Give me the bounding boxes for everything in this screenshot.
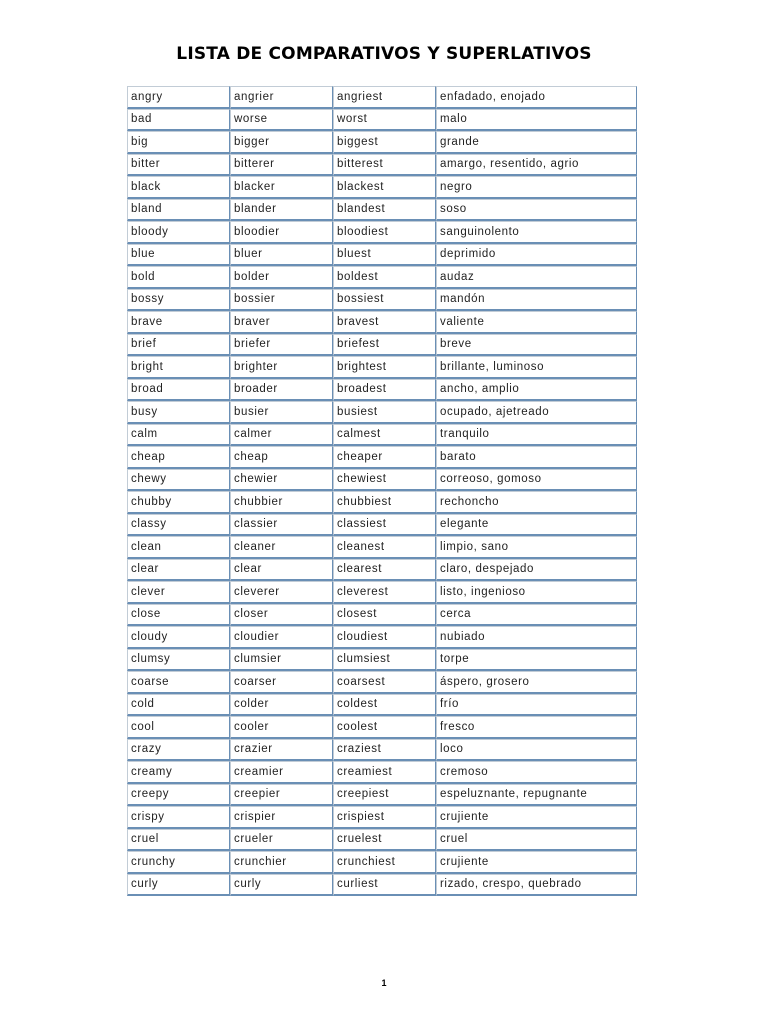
comparative-cell: colder <box>230 694 333 717</box>
table-row <box>127 604 637 627</box>
adjective-cell: broad <box>127 379 230 402</box>
superlative-cell: craziest <box>333 739 436 762</box>
adjective-cell: creamy <box>127 761 230 784</box>
comparative-cell: briefer <box>230 334 333 357</box>
table-row <box>127 626 637 649</box>
comparative-cell: blacker <box>230 176 333 199</box>
adjective-cell: crazy <box>127 739 230 762</box>
superlative-cell: bossiest <box>333 289 436 312</box>
adjective-cell: cruel <box>127 829 230 852</box>
adjective-cell: coarse <box>127 671 230 694</box>
translation-cell: correoso, gomoso <box>436 469 637 492</box>
adjective-cell: cheap <box>127 446 230 469</box>
translation-cell: áspero, grosero <box>436 671 637 694</box>
superlative-cell: cloudiest <box>333 626 436 649</box>
adjective-cell: bright <box>127 356 230 379</box>
table-row <box>127 851 637 874</box>
adjective-cell: creepy <box>127 784 230 807</box>
translation-cell: audaz <box>436 266 637 289</box>
table-row <box>127 154 637 177</box>
table-row <box>127 446 637 469</box>
adjective-cell: bitter <box>127 154 230 177</box>
superlative-cell: clumsiest <box>333 649 436 672</box>
translation-cell: sanguinolento <box>436 221 637 244</box>
comparative-cell: chewier <box>230 469 333 492</box>
comparative-cell: clumsier <box>230 649 333 672</box>
superlative-cell: coolest <box>333 716 436 739</box>
translation-cell: enfadado, enojado <box>436 86 637 109</box>
superlative-cell: cleverest <box>333 581 436 604</box>
adjective-cell: brief <box>127 334 230 357</box>
superlative-cell: busiest <box>333 401 436 424</box>
superlative-cell: bloodiest <box>333 221 436 244</box>
superlative-cell: worst <box>333 109 436 132</box>
adjective-cell: close <box>127 604 230 627</box>
comparative-cell: bluer <box>230 244 333 267</box>
comparative-cell: chubbier <box>230 491 333 514</box>
adjective-cell: chubby <box>127 491 230 514</box>
adjective-cell: clumsy <box>127 649 230 672</box>
table-row <box>127 266 637 289</box>
comparative-cell: angrier <box>230 86 333 109</box>
table-row <box>127 806 637 829</box>
table-row <box>127 559 637 582</box>
translation-cell: limpio, sano <box>436 536 637 559</box>
adjective-cell: angry <box>127 86 230 109</box>
superlative-cell: boldest <box>333 266 436 289</box>
translation-cell: ancho, amplio <box>436 379 637 402</box>
comparative-cell: coarser <box>230 671 333 694</box>
table-row <box>127 86 637 109</box>
page-title: LISTA DE COMPARATIVOS Y SUPERLATIVOS <box>176 44 592 64</box>
superlative-cell: chewiest <box>333 469 436 492</box>
translation-cell: espeluznante, repugnante <box>436 784 637 807</box>
translation-cell: loco <box>436 739 637 762</box>
adjective-cell: cool <box>127 716 230 739</box>
comparative-cell: blander <box>230 199 333 222</box>
table-row <box>127 784 637 807</box>
superlative-cell: biggest <box>333 131 436 154</box>
adjective-cell: black <box>127 176 230 199</box>
superlative-cell: cleanest <box>333 536 436 559</box>
comparative-cell: busier <box>230 401 333 424</box>
comparative-cell: classier <box>230 514 333 537</box>
translation-cell: valiente <box>436 311 637 334</box>
superlative-cell: creepiest <box>333 784 436 807</box>
superlative-cell: creamiest <box>333 761 436 784</box>
translation-cell: rizado, crespo, quebrado <box>436 874 637 897</box>
comparative-cell: cheap <box>230 446 333 469</box>
comparative-cell: bossier <box>230 289 333 312</box>
translation-cell: frío <box>436 694 637 717</box>
superlative-cell: briefest <box>333 334 436 357</box>
superlative-cell: closest <box>333 604 436 627</box>
table-row <box>127 221 637 244</box>
superlative-cell: brightest <box>333 356 436 379</box>
adjective-cell: clean <box>127 536 230 559</box>
table-row <box>127 109 637 132</box>
comparative-cell: brighter <box>230 356 333 379</box>
adjective-cell: calm <box>127 424 230 447</box>
translation-cell: crujiente <box>436 806 637 829</box>
table-row <box>127 536 637 559</box>
translation-cell: grande <box>436 131 637 154</box>
superlative-cell: classiest <box>333 514 436 537</box>
comparative-cell: broader <box>230 379 333 402</box>
superlative-cell: coarsest <box>333 671 436 694</box>
adjective-cell: blue <box>127 244 230 267</box>
table-row <box>127 131 637 154</box>
comparative-cell: braver <box>230 311 333 334</box>
superlative-cell: clearest <box>333 559 436 582</box>
superlative-cell: calmest <box>333 424 436 447</box>
superlative-cell: bluest <box>333 244 436 267</box>
adjective-cell: bold <box>127 266 230 289</box>
table-row <box>127 469 637 492</box>
table-row <box>127 311 637 334</box>
comparative-cell: worse <box>230 109 333 132</box>
translation-cell: listo, ingenioso <box>436 581 637 604</box>
comparative-cell: crazier <box>230 739 333 762</box>
translation-cell: elegante <box>436 514 637 537</box>
translation-cell: fresco <box>436 716 637 739</box>
comparative-cell: crueler <box>230 829 333 852</box>
table-row <box>127 874 637 897</box>
comparatives-table <box>127 86 637 896</box>
adjective-cell: chewy <box>127 469 230 492</box>
translation-cell: brillante, luminoso <box>436 356 637 379</box>
table-row <box>127 289 637 312</box>
comparative-cell: closer <box>230 604 333 627</box>
translation-cell: rechoncho <box>436 491 637 514</box>
comparative-cell: curly <box>230 874 333 897</box>
table-row <box>127 581 637 604</box>
translation-cell: deprimido <box>436 244 637 267</box>
comparative-cell: bitterer <box>230 154 333 177</box>
superlative-cell: broadest <box>333 379 436 402</box>
translation-cell: soso <box>436 199 637 222</box>
translation-cell: crujiente <box>436 851 637 874</box>
comparative-cell: calmer <box>230 424 333 447</box>
page-number: 1 <box>381 978 387 988</box>
superlative-cell: angriest <box>333 86 436 109</box>
translation-cell: cremoso <box>436 761 637 784</box>
adjective-cell: cold <box>127 694 230 717</box>
translation-cell: nubiado <box>436 626 637 649</box>
translation-cell: mandón <box>436 289 637 312</box>
table-row <box>127 514 637 537</box>
superlative-cell: crispiest <box>333 806 436 829</box>
adjective-cell: cloudy <box>127 626 230 649</box>
comparative-cell: cleverer <box>230 581 333 604</box>
adjective-cell: crispy <box>127 806 230 829</box>
translation-cell: malo <box>436 109 637 132</box>
adjective-cell: big <box>127 131 230 154</box>
adjective-cell: crunchy <box>127 851 230 874</box>
translation-cell: torpe <box>436 649 637 672</box>
comparative-cell: clear <box>230 559 333 582</box>
adjective-cell: clear <box>127 559 230 582</box>
comparative-cell: crispier <box>230 806 333 829</box>
table-row <box>127 716 637 739</box>
table-row <box>127 491 637 514</box>
comparative-cell: creamier <box>230 761 333 784</box>
adjective-cell: clever <box>127 581 230 604</box>
translation-cell: cerca <box>436 604 637 627</box>
translation-cell: amargo, resentido, agrio <box>436 154 637 177</box>
adjective-cell: classy <box>127 514 230 537</box>
translation-cell: ocupado, ajetreado <box>436 401 637 424</box>
comparative-cell: cooler <box>230 716 333 739</box>
adjective-cell: brave <box>127 311 230 334</box>
translation-cell: barato <box>436 446 637 469</box>
table-row <box>127 694 637 717</box>
superlative-cell: chubbiest <box>333 491 436 514</box>
adjective-cell: bland <box>127 199 230 222</box>
translation-cell: negro <box>436 176 637 199</box>
table-row <box>127 356 637 379</box>
superlative-cell: cheaper <box>333 446 436 469</box>
adjective-cell: bossy <box>127 289 230 312</box>
adjective-cell: curly <box>127 874 230 897</box>
translation-cell: claro, despejado <box>436 559 637 582</box>
superlative-cell: bitterest <box>333 154 436 177</box>
table-row <box>127 829 637 852</box>
superlative-cell: blackest <box>333 176 436 199</box>
superlative-cell: curliest <box>333 874 436 897</box>
translation-cell: cruel <box>436 829 637 852</box>
table-row <box>127 424 637 447</box>
comparative-cell: bloodier <box>230 221 333 244</box>
table-row <box>127 761 637 784</box>
superlative-cell: cruelest <box>333 829 436 852</box>
comparative-cell: cloudier <box>230 626 333 649</box>
superlative-cell: crunchiest <box>333 851 436 874</box>
table-row <box>127 244 637 267</box>
translation-cell: tranquilo <box>436 424 637 447</box>
comparative-cell: bigger <box>230 131 333 154</box>
table-row <box>127 199 637 222</box>
translation-cell: breve <box>436 334 637 357</box>
superlative-cell: blandest <box>333 199 436 222</box>
comparative-cell: creepier <box>230 784 333 807</box>
table-row <box>127 379 637 402</box>
adjective-cell: busy <box>127 401 230 424</box>
superlative-cell: bravest <box>333 311 436 334</box>
adjective-cell: bloody <box>127 221 230 244</box>
table-row <box>127 176 637 199</box>
table-row <box>127 671 637 694</box>
superlative-cell: coldest <box>333 694 436 717</box>
table-row <box>127 739 637 762</box>
comparative-cell: cleaner <box>230 536 333 559</box>
table-row <box>127 401 637 424</box>
adjective-cell: bad <box>127 109 230 132</box>
table-row <box>127 649 637 672</box>
comparative-cell: bolder <box>230 266 333 289</box>
table-row <box>127 334 637 357</box>
comparative-cell: crunchier <box>230 851 333 874</box>
